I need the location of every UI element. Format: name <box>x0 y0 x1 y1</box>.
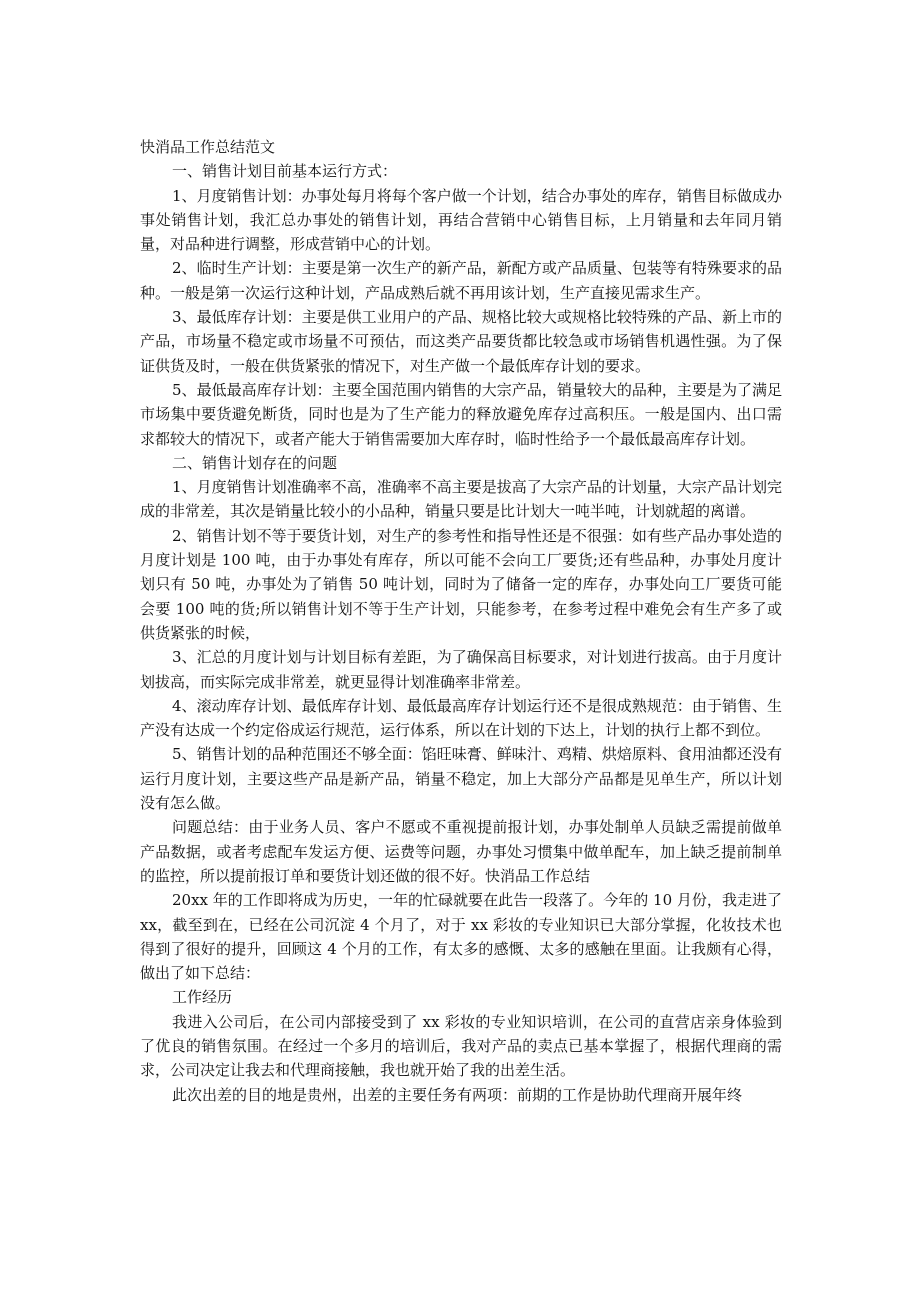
paragraph-minimum-stock-plan: 3、最低库存计划：主要是供工业用户的产品、规格比较大或规格比较特殊的产品、新上市的产品，市场量不稳定或市场量不可预估，而这类产品要货都比较急或市场销售机遇性强。为了保证供货及时，一般在供货紧张的情况下，对生产做一个最低库存计划的要求。 <box>140 308 782 375</box>
document-body <box>140 135 782 1107</box>
paragraph-problem-4: 4、滚动库存计划、最低库存计划、最低最高库存计划运行还不是很成熟规范：由于销售、生产没有达成一个约定俗成运行规范，运行体系，所以在计划的下达上，计划的执行上都不到位。 <box>140 696 782 740</box>
document-title: 快消品工作总结范文 <box>140 138 276 156</box>
paragraph-section-1-heading: 一、销售计划目前基本运行方式： <box>172 162 398 181</box>
paragraph-temporary-plan: 2、临时生产计划：主要是第一次生产的新产品，新配方或产品质量、包装等有特殊要求的品种。一般是第一次运行这种计划，产品成熟后就不再用该计划，生产直接见需求生产。 <box>140 259 782 302</box>
paragraph-monthly-plan: 1、月度销售计划：办事处每月将每个客户做一个计划，结合办事处的库存，销售目标做成办事处销售计划，我汇总办事处的销售计划，再结合营销中心销售目标，上月销量和去年同月销量，对品种进行调整，形成营销中心的计划。 <box>140 186 782 254</box>
paragraph-section-2-heading: 二、销售计划存在的问题 <box>172 453 338 472</box>
paragraph-business-trip: 此次出差的目的地是贵州，出差的主要任务有两项：前期的工作是协助代理商开展年终 <box>172 1085 743 1104</box>
paragraph-problem-3: 3、汇总的月度计划与计划目标有差距，为了确保高目标要求，对计划进行拔高。由于月度计划拔高，而实际完成非常差，就更显得计划准确率非常差。 <box>140 648 782 691</box>
paragraph-training: 我进入公司后，在公司内部接受到了 xx 彩妆的专业知识培训，在公司的直营店亲身体验到了优良的销售氛围。在经过一个多月的培训后，我对产品的卖点已基本掌握了，根据代理商的需求，公司决定让我去和代理商接触，我也就开始了我的出差生活。 <box>140 1012 782 1080</box>
paragraph-problem-5: 5、销售计划的品种范围还不够全面：馅旺味膏、鲜味汁、鸡精、烘焙原料、食用油都还没有运行月度计划，主要这些产品是新产品，销量不稳定，加上大部分产品都是见单生产，所以计划没有怎么做。 <box>140 745 782 813</box>
paragraph-min-max-stock-plan: 5、最低最高库存计划：主要全国范围内销售的大宗产品，销量较大的品种，主要是为了满足市场集中要货避免断货，同时也是为了生产能力的释放避免库存过高积压。一般是国内、出口需求都较大的情况下，或者产能大于销售需要加大库存时，临时性给予一个最低最高库存计划。 <box>140 380 782 448</box>
paragraph-problem-2: 2、销售计划不等于要货计划，对生产的参考性和指导性还是不很强：如有些产品办事处造的月度计划是 100 吨，由于办事处有库存，所以可能不会向工厂要货;还有些品种，办事处月度计划只有 50 吨，办事处为了销售 50 吨计划，同时为了储备一定的库存，办事处向工厂要货可能会要 100 吨的货;所以销售计划不等于生产计划，只能参考，在参考过程中难免会有生产多了或供货紧张的时候， <box>140 526 782 642</box>
paragraph-work-experience-heading: 工作经历 <box>172 988 233 1007</box>
paragraph-problem-1: 1、月度销售计划准确率不高，准确率不高主要是拔高了大宗产品的计划量，大宗产品计划完成的非常差，其次是销量比较小的小品种，销量只要是比计划大一吨半吨，计划就超的离谱。 <box>140 478 782 521</box>
paragraph-problem-summary: 问题总结：由于业务人员、客户不愿或不重视提前报计划，办事处制单人员缺乏需提前做单产品数据，或者考虑配车发运方便、运费等问题，办事处习惯集中做单配车，加上缺乏提前制单的监控，所以提前报订单和要货计划还做的很不好。快消品工作总结 <box>140 818 782 885</box>
paragraph-year-review: 20xx 年的工作即将成为历史，一年的忙碌就要在此告一段落了。今年的 10 月份，我走进了 xx，截至到在，已经在公司沉淀 4 个月了，对于 xx 彩妆的专业知识已大部分掌握，化妆技术也得到了很好的提升，回顾这 4 个月的工作，有太多的感慨、太多的感触在里面。让我颇有心得，做出了如下总结： <box>140 891 782 983</box>
